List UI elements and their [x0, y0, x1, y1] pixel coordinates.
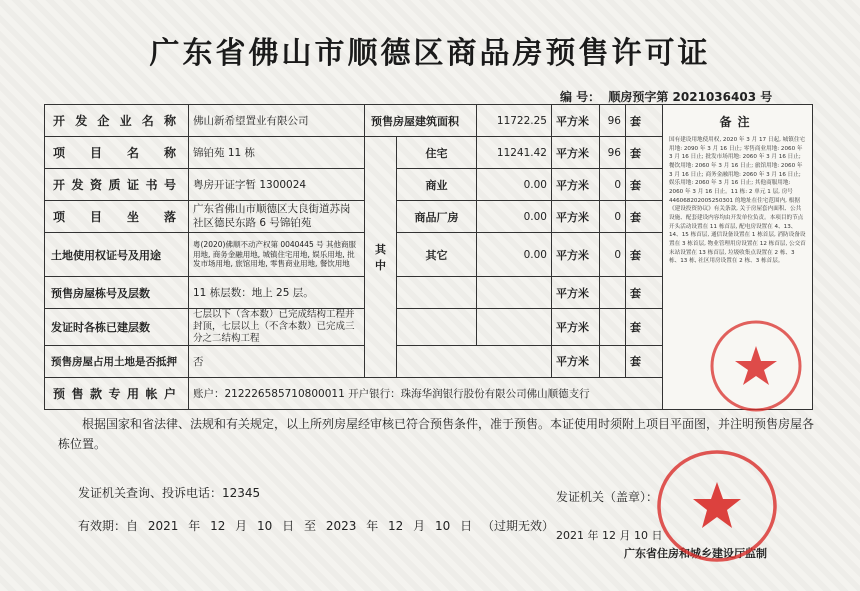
year-word: 年	[188, 519, 201, 533]
sqm-unit: 平方米	[552, 233, 600, 277]
issue-year: 2021	[556, 529, 584, 542]
set-unit: 套	[626, 345, 663, 377]
month-word: 月	[619, 529, 631, 542]
area-item-name: 住宅	[397, 137, 477, 169]
contact-phone: 12345	[222, 486, 261, 500]
issue-day: 10	[634, 529, 648, 542]
validity-line	[78, 517, 560, 534]
sqm-unit: 平方米	[552, 137, 600, 169]
from-day: 10	[257, 519, 273, 533]
area-item-name: 商品厂房	[397, 201, 477, 233]
year-word: 年	[366, 519, 379, 533]
set-unit: 套	[626, 309, 663, 346]
cert-label: 开发资质证书号	[45, 169, 189, 201]
buildings-value: 11 栋层数：地上 25 层。	[189, 277, 365, 309]
mortgage-label: 预售房屋占用土地是否抵押	[45, 345, 189, 377]
sqm-unit: 平方米	[552, 277, 600, 309]
total-area-value: 11722.25	[477, 105, 552, 137]
legal-paragraph: 根据国家和省法律、法规和有关规定，以上所列房屋经审核已符合预售条件，准于预售。本证使用时须附上项目平面图，并注明预售房屋各栋位置。	[58, 417, 815, 451]
sqm-unit: 平方米	[552, 169, 600, 201]
table-row	[45, 105, 813, 137]
issuer-line: 发证机关（盖章）：	[556, 490, 659, 504]
serial-value: 顺房预字第 2021036403 号	[608, 90, 773, 104]
empty-cell	[397, 345, 552, 377]
contact-label: 发证机关查询、投诉电话：	[78, 486, 223, 500]
from-month: 12	[210, 519, 226, 533]
progress-label: 发证时各栋已建层数	[45, 309, 189, 346]
account-value: 账户：212226585710800011 开户银行：珠海华润银行股份有限公司佛山顺德支行	[189, 377, 663, 409]
serial-label: 编 号：	[560, 90, 601, 104]
area-item-name: 商业	[397, 169, 477, 201]
account-label: 预售款专用帐户	[45, 377, 189, 409]
set-unit: 套	[626, 277, 663, 309]
day-word: 日	[651, 529, 663, 542]
area-item-name: 其它	[397, 233, 477, 277]
cert-value: 粤房开证字暂 1300024	[189, 169, 365, 201]
sub-label: 其中	[365, 137, 397, 378]
to-month: 12	[388, 519, 404, 533]
sqm-unit: 平方米	[552, 309, 600, 346]
empty-cell	[477, 277, 552, 309]
progress-value: 七层以下（含本数）已完成结构工程并封顶，七层以上（不含本数）已完成三分之二结构工程	[189, 309, 365, 346]
document-title: 广东省佛山市顺德区商品房预售许可证	[149, 36, 711, 71]
area-item-sets: 96	[600, 137, 626, 169]
sqm-unit: 平方米	[552, 345, 600, 377]
mortgage-value: 否	[189, 345, 365, 377]
issue-month: 12	[602, 529, 616, 542]
to-year: 2023	[325, 519, 357, 533]
total-area-label: 预售房屋建筑面积	[365, 105, 477, 137]
set-unit: 套	[626, 105, 663, 137]
supervisor-line: 广东省住房和城乡建设厅监制	[624, 547, 767, 560]
developer-label: 开发企业名称	[45, 105, 189, 137]
issue-date	[556, 527, 663, 543]
serial-number	[560, 88, 776, 105]
to-word: 至	[303, 519, 316, 533]
area-item-area: 0.00	[477, 169, 552, 201]
developer-value: 佛山新希望置业有限公司	[189, 105, 365, 137]
project-value: 锦铂苑 11 栋	[189, 137, 365, 169]
set-unit: 套	[626, 137, 663, 169]
area-item-sets: 0	[600, 201, 626, 233]
location-value: 广东省佛山市顺德区大良街道苏岗社区德民东路 6 号锦铂苑	[189, 201, 365, 233]
remarks-cell	[663, 105, 813, 410]
land-value: 粤(2020)佛顺不动产权第 0040445 号 其他商服用地, 商务金融用地, 城镇住宅用地, 娱乐用地, 批发市场用地, 旅馆用地, 零售商业用地, 餐饮用地	[189, 233, 365, 277]
area-item-area: 0.00	[477, 201, 552, 233]
empty-cell	[397, 309, 477, 346]
day-word: 日	[460, 519, 473, 533]
area-item-area: 11241.42	[477, 137, 552, 169]
month-word: 月	[413, 519, 426, 533]
day-word: 日	[282, 519, 295, 533]
empty-cell	[600, 309, 626, 346]
year-word: 年	[587, 529, 599, 542]
permit-table	[44, 104, 813, 410]
land-label: 土地使用权证号及用途	[45, 233, 189, 277]
contact-line	[78, 484, 260, 501]
empty-cell	[600, 345, 626, 377]
expiry-note: （过期无效）	[481, 519, 554, 533]
empty-cell	[397, 277, 477, 309]
remarks-text: 国有建设用地使用权, 2020 年 3 月 17 日起, 城镇住宅用地: 2090 年 3 月 16 日止; 零售商业用地: 2060 年 3 月 16 日止; 批发市场用地: 2060 年 3 月 16 日止; 餐饮用地: 2060 年 3 月 16 日止; 旅馆用地: 2060 年 3 月 16 日止; 商务金融用地: 2060 年 3 月 16 日止; 娱乐用地: 2060 年 3 月 16 日止; 其他商服用地: 2060 年 3 月 16 日止。11 栋: 2 单元 1 层, 房号 446068202005250301 的地址在住宅范围内, 根据《建设投资协议》有关条款, 关于房屋套内面积、公共设施、配套建设内容均由开发单位负责。本项目的节点开头活动设置在 11 栋首层, 配电房设置在 4、13、14、15 栋首层, 通信设备设置在 1 栋首层, 消防设备设置在 3 栋首层, 物业管理用房设置在 12 栋首层, 公交首末站设置在 13 栋首层, 垃圾收集点设置在 2 栋、3 栋、13 栋, 社区用房设置在 2 栋、3 栋首层。	[669, 137, 806, 265]
location-label: 项目坐落	[45, 201, 189, 233]
project-label: 项目名称	[45, 137, 189, 169]
empty-cell	[477, 309, 552, 346]
set-unit: 套	[626, 169, 663, 201]
area-item-area: 0.00	[477, 233, 552, 277]
month-word: 月	[235, 519, 248, 533]
total-sets-value: 96	[600, 105, 626, 137]
empty-cell	[600, 277, 626, 309]
from-year: 2021	[147, 519, 179, 533]
area-item-sets: 0	[600, 233, 626, 277]
validity-label: 有效期：自	[78, 519, 139, 533]
sqm-unit: 平方米	[552, 201, 600, 233]
area-item-sets: 0	[600, 169, 626, 201]
to-day: 10	[434, 519, 451, 533]
buildings-label: 预售房屋栋号及层数	[45, 277, 189, 309]
set-unit: 套	[626, 201, 663, 233]
set-unit: 套	[626, 233, 663, 277]
remarks-title: 备注	[719, 115, 756, 129]
sqm-unit: 平方米	[552, 105, 600, 137]
